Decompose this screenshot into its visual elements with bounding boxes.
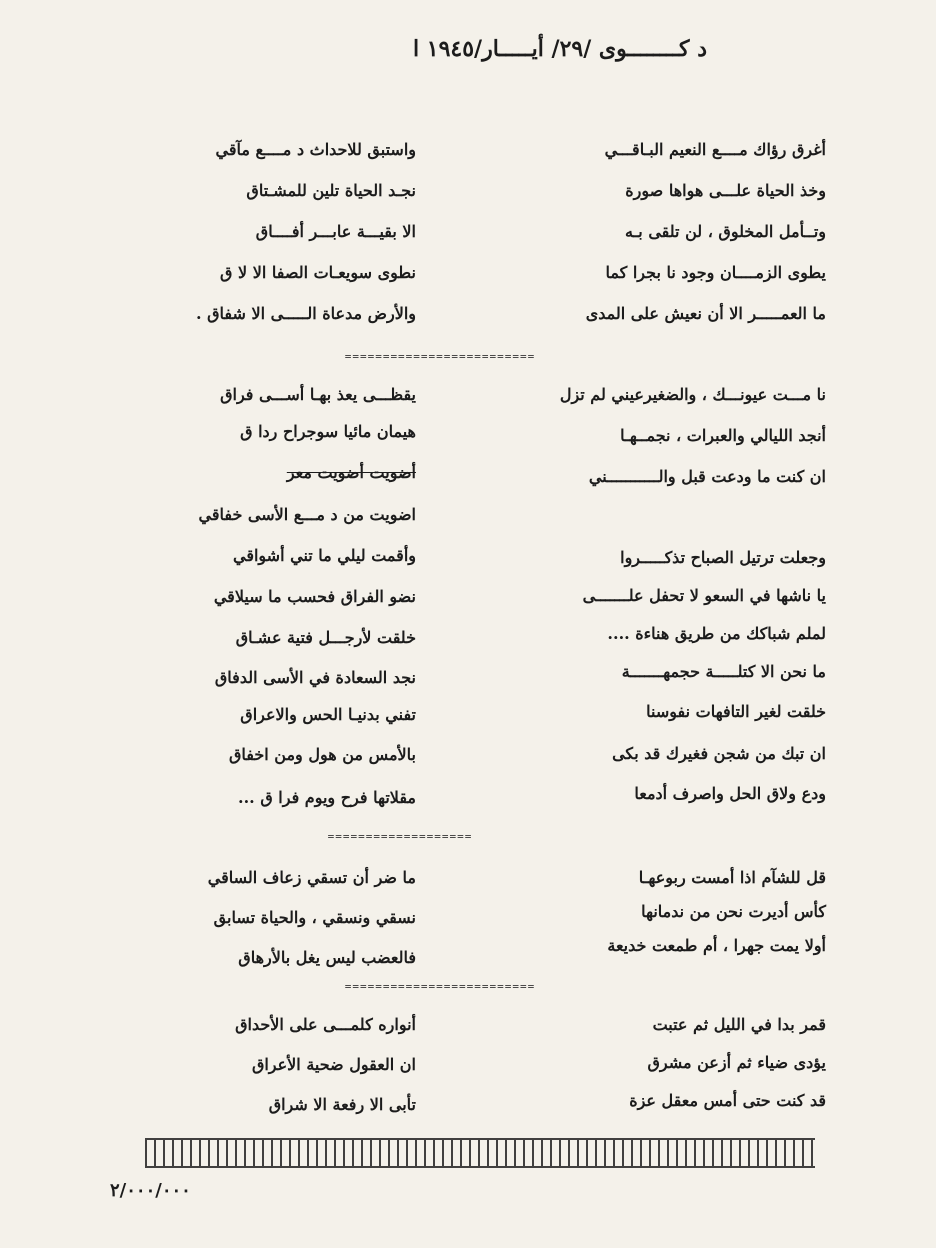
verse-line: تأبى الا رفعة الا شراق: [268, 1095, 416, 1114]
verse-line: بالأمس من هول ومن اخفاق: [229, 745, 416, 764]
verse-line: أولا يمت جهرا ، أم طمعت خديعة: [607, 936, 826, 955]
verse-line: قل للشآم اذا أمست ربوعهـا: [638, 868, 826, 887]
verse-line: واستبق للاحداث د مــــع مآقي: [215, 140, 416, 159]
verse-line: ما العمـــــر الا أن نعيش على المدى: [585, 304, 826, 323]
dateline: د كــــــــوى /٢٩/ أيـــــار/١٩٤٥ ا: [413, 36, 707, 62]
verse-line: أنجد الليالي والعبرات ، نجمــهـا: [620, 426, 826, 445]
verse-line: أنواره كلمـــى على الأحداق: [235, 1015, 416, 1034]
section-separator: =========================: [344, 980, 536, 990]
verse-line: لملم شباكك من طريق هناءة ....: [607, 624, 826, 643]
verse-line: أغرق رؤاك مــــع النعيم البـاقـــي: [604, 140, 826, 159]
verse-line: يطوى الزمــــان وجود نا بجرا كما: [605, 263, 826, 282]
verse-line: قد كنت حتى أمس معقل عزة: [629, 1091, 826, 1110]
verse-line: تفني بدنيـا الحس والاعراق: [240, 705, 416, 724]
verse-line: فالعضب ليس يغل بالأرهاق: [238, 948, 416, 967]
verse-line: ان تبك من شجن فغيرك قد بكى: [612, 744, 826, 763]
verse-line: وتــأمل المخلوق ، لن تلقى بـه: [625, 222, 826, 241]
verse-line: نطوى سويعـات الصفا الا لا ق: [220, 263, 416, 282]
struck-verse-line: أضويت أضويت معر: [286, 463, 416, 482]
verse-line: قمر بدا في الليل ثم عتبت: [652, 1015, 826, 1034]
verse-line: يؤدى ضياء ثم أزعن مشرق: [647, 1053, 826, 1072]
verse-line: كأس أديرت نحن من ندمانها: [641, 902, 826, 921]
verse-line: والأرض مدعاة الـــــى الا شفاق .: [195, 304, 416, 323]
verse-line: ما نحن الا كتلـــــة حجمهـــــــة: [621, 662, 826, 681]
verse-line: ان العقول ضحية الأعراق: [251, 1055, 416, 1074]
verse-line: نسقي ونسقي ، والحياة تسابق: [213, 908, 416, 927]
verse-line: ما ضر أن تسقي زعاف الساقي: [207, 868, 416, 887]
verse-line: وخذ الحياة علـــى هواها صورة: [625, 181, 826, 200]
typed-strikeout-rule: [145, 1138, 815, 1168]
verse-line: يا ناشها في السعو لا تحفل علـــــــى: [582, 586, 826, 605]
verse-line: خلقت لغير التافهات نفوسنا: [646, 702, 826, 721]
verse-line: ان كنت ما ودعت قبل والـــــــــــني: [588, 467, 826, 486]
verse-line: الا بقيـــة عابـــر أفــــاق: [255, 222, 416, 241]
section-separator: ===================: [327, 830, 473, 840]
verse-line: خلقت لأرجـــل فتية عشـاق: [235, 628, 416, 647]
verse-line: اضويت من د مـــع الأسى خفاقي: [198, 505, 416, 524]
verse-line: نضو الفراق فحسب ما سيلاقي: [213, 587, 416, 606]
verse-line: نجـد الحياة تلين للمشـتاق: [246, 181, 416, 200]
verse-line: ودع ولاق الحل واصرف أدمعا: [634, 784, 826, 803]
verse-line: نا مـــت عيونـــك ، والضغيرعيني لم تزل: [559, 385, 826, 404]
verse-line: وأقمت ليلي ما تني أشواقي: [232, 546, 416, 565]
serial-number: ٢/٠٠٠/٠٠٠: [110, 1180, 191, 1201]
verse-line: مقلاتها فرح ويوم فرا ق ...: [238, 788, 416, 807]
verse-line: وجعلت ترتيل الصباح تذكـــــروا: [620, 548, 826, 567]
verse-line: هيمان مائيا سوجراح ردا ق: [240, 422, 416, 441]
verse-line: نجد السعادة في الأسى الدفاق: [214, 668, 416, 687]
verse-line: يقظـــى يعذ بهـا أســـى فراق: [220, 385, 416, 404]
section-separator: =========================: [344, 350, 536, 360]
